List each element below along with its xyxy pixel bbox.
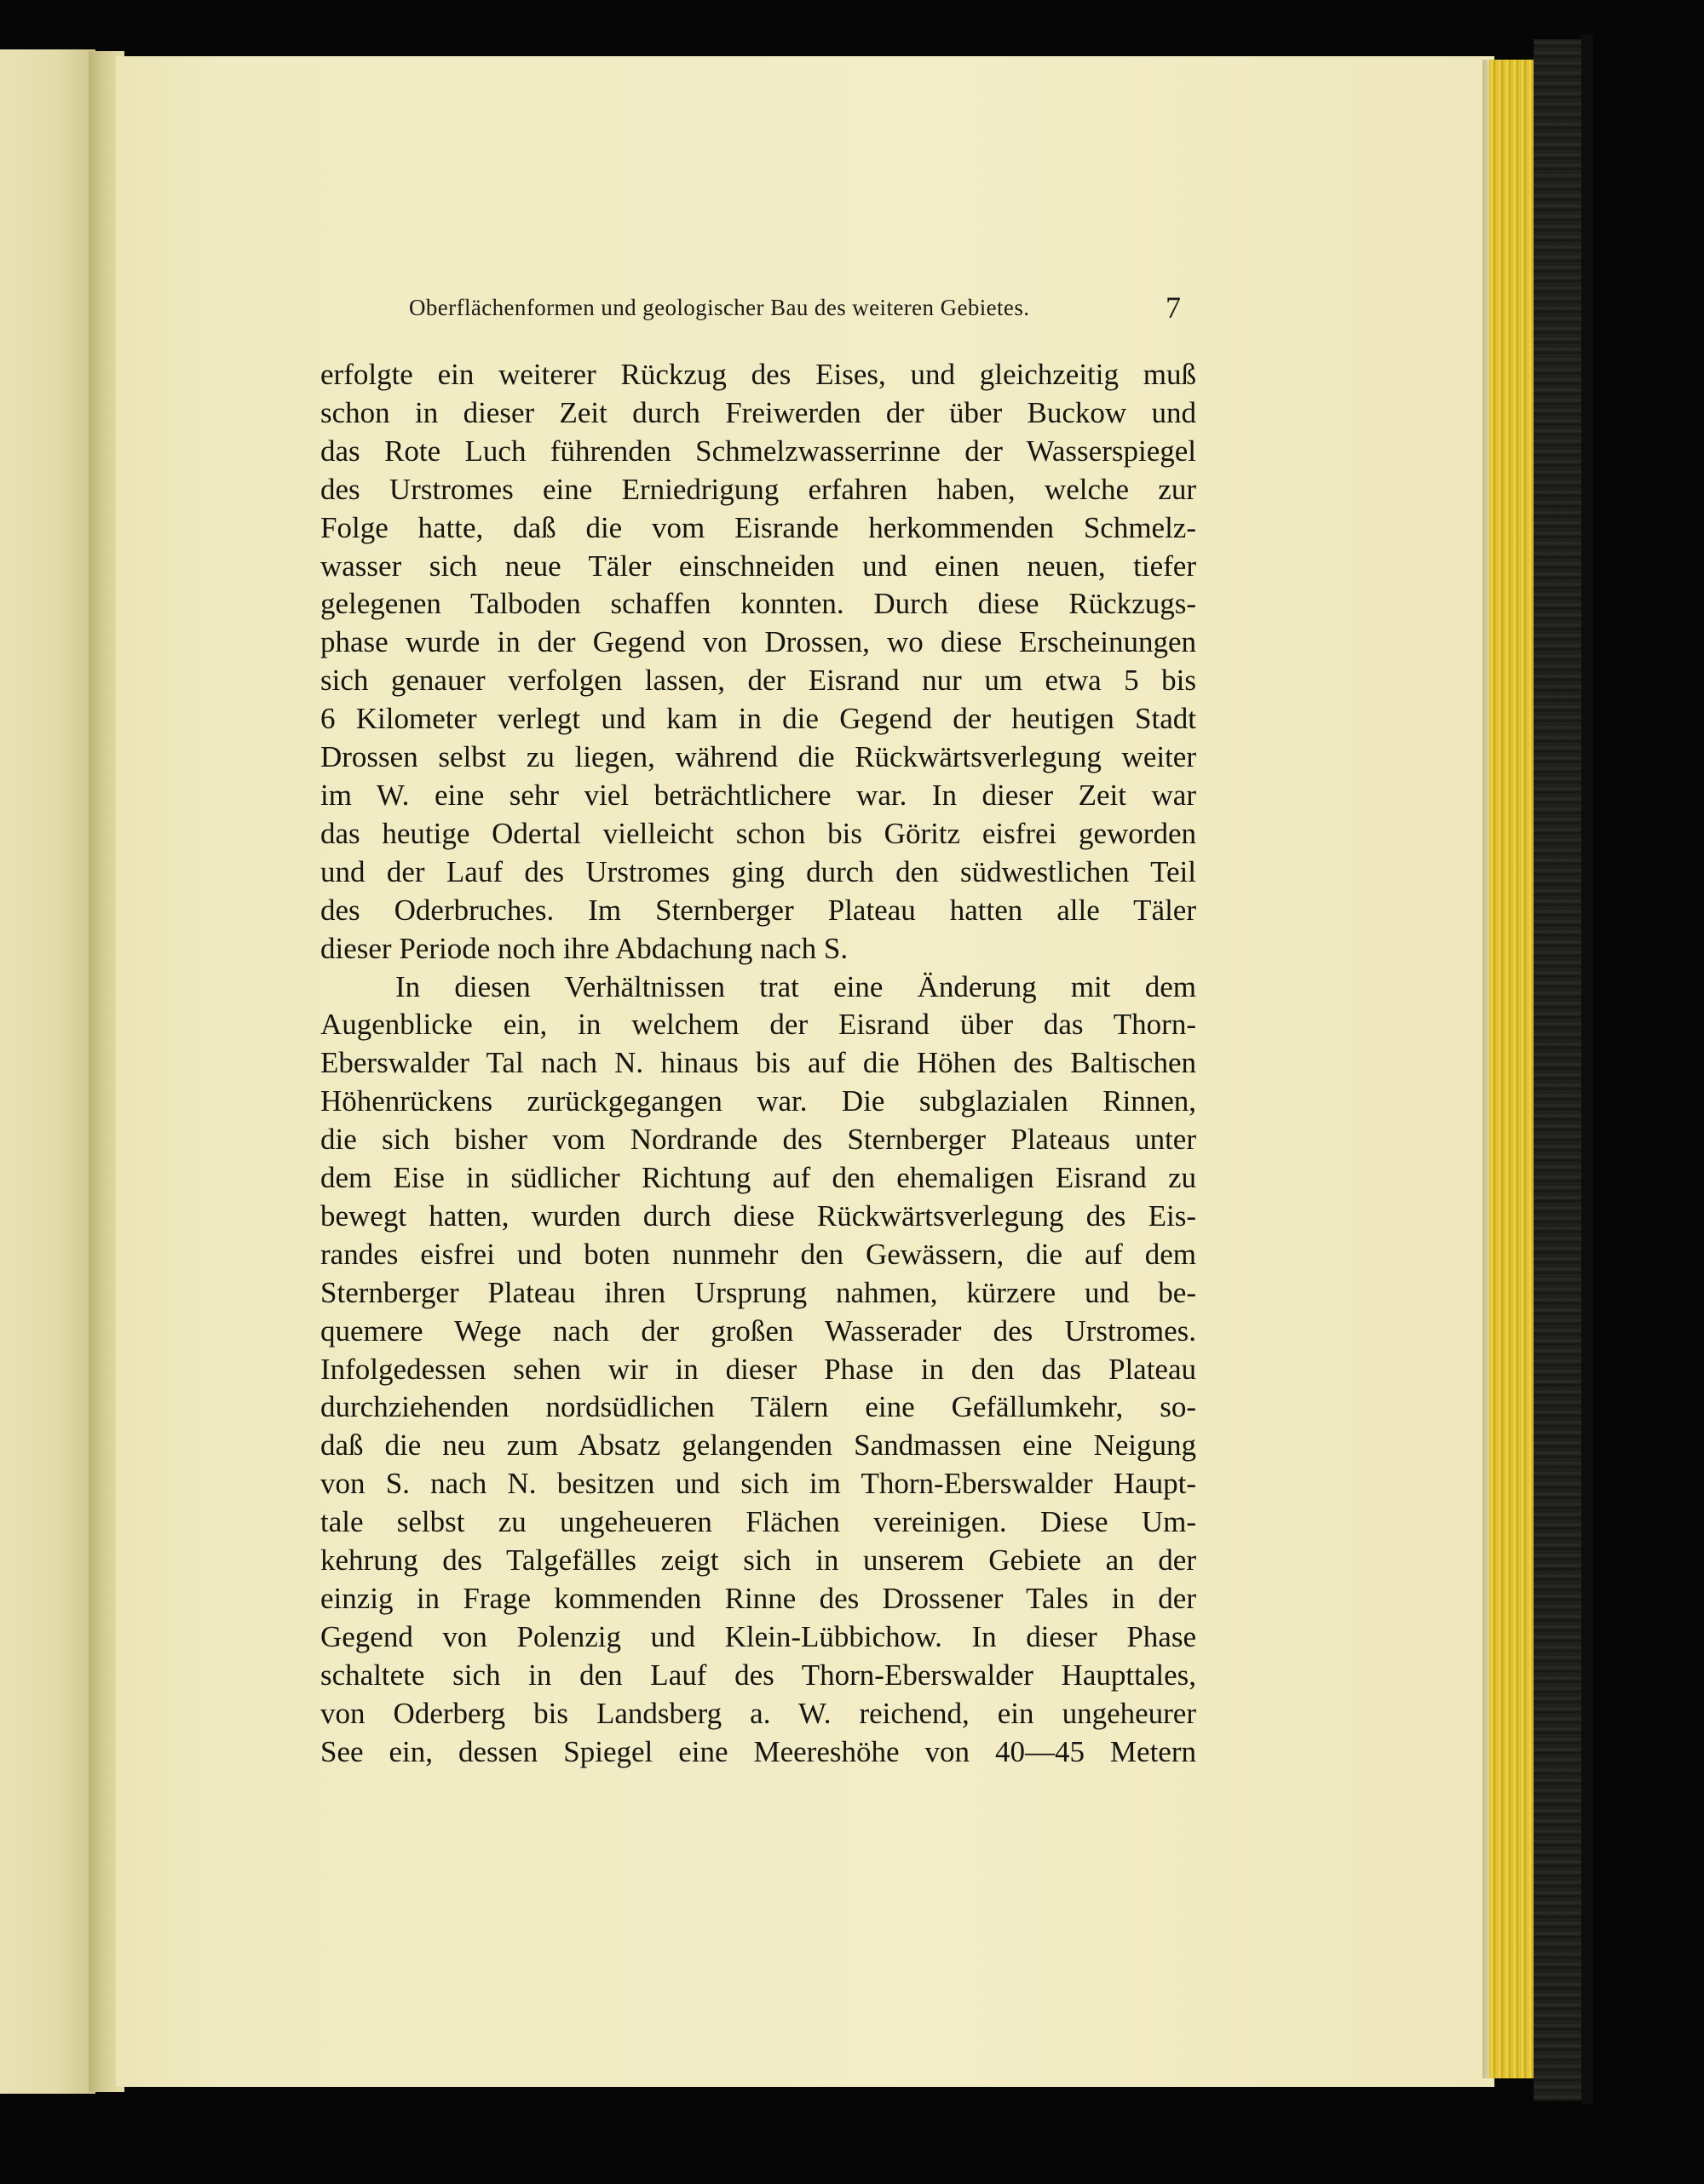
text-line: schon in dieser Zeit durch Freiwerden der über Buckow und <box>320 395 1196 429</box>
text-line: 6 Kilometer verlegt und kam in die Gegend der heutigen Stadt <box>320 702 1196 736</box>
text-line: gelegenen Talboden schaffen konnten. Durch diese Rückzugs- <box>320 587 1196 621</box>
text-line: Drossen selbst zu liegen, während die Rückwärtsverlegung weiter <box>320 740 1196 774</box>
text-line: einzig in Frage kommenden Rinne des Drossener Tales in der <box>320 1582 1196 1615</box>
body-text <box>320 356 1196 1772</box>
text-line: schaltete sich in den Lauf des Thorn-Eberswalder Haupttales, <box>320 1658 1196 1692</box>
text-line: erfolgte ein weiterer Rückzug des Eises, und gleichzeitig muß <box>320 358 1196 391</box>
text-line: Augenblicke ein, in welchem der Eisrand über das Thorn- <box>320 1008 1196 1042</box>
text-line: im W. eine sehr viel beträchtlichere war. In dieser Zeit war <box>320 778 1196 812</box>
text-line: Folge hatte, daß die vom Eisrande herkommenden Schmelz- <box>320 510 1196 544</box>
text-line: Eberswalder Tal nach N. hinaus bis auf die Höhen des Baltischen <box>320 1046 1196 1080</box>
paragraph-end-line: dieser Periode noch ihre Abdachung nach S. <box>320 931 849 965</box>
text-line: quemere Wege nach der großen Wasserader des Urstromes. <box>320 1313 1196 1348</box>
text-line: dem Eise in südlicher Richtung auf den ehemaligen Eisrand zu <box>320 1161 1196 1195</box>
text-line: See ein, dessen Spiegel eine Meereshöhe von 40—45 Metern <box>320 1734 1196 1768</box>
text-line: daß die neu zum Absatz gelangenden Sandmassen eine Neigung <box>320 1428 1196 1463</box>
text-line: von S. nach N. besitzen und sich im Thorn-Eberswalder Haupt- <box>320 1467 1196 1501</box>
text-line: sich genauer verfolgen lassen, der Eisrand nur um etwa 5 bis <box>320 664 1196 698</box>
text-line: tale selbst zu ungeheueren Flächen vereinigen. Diese Um- <box>320 1505 1196 1539</box>
text-line: Gegend von Polenzig und Klein-Lübbichow. In dieser Phase <box>320 1619 1196 1653</box>
page-number: 7 <box>1166 290 1181 325</box>
book-cover-board <box>1534 39 1581 2101</box>
text-line: kehrung des Talgefälles zeigt sich in unserem Gebiete an der <box>320 1543 1196 1578</box>
text-line: und der Lauf des Urstromes ging durch den südwestlichen Teil <box>320 854 1196 888</box>
text-line: das Rote Luch führenden Schmelzwasserrinne der Wasserspiegel <box>320 434 1196 468</box>
text-line: bewegt hatten, wurden durch diese Rückwärtsverlegung des Eis- <box>320 1198 1196 1233</box>
text-line: wasser sich neue Täler einschneiden und einen neuen, tiefer <box>320 549 1196 583</box>
paragraph-first-line: In diesen Verhältnissen trat eine Änderung mit dem <box>395 969 1196 1003</box>
text-line: von Oderberg bis Landsberg a. W. reichend, ein ungeheurer <box>320 1696 1196 1730</box>
book-cover-edge <box>1581 34 1593 2104</box>
previous-page-edge <box>0 49 95 2094</box>
text-line: durchziehenden nordsüdlichen Tälern eine Gefällumkehr, so- <box>320 1390 1196 1424</box>
text-line: Infolgedessen sehen wir in dieser Phase in den das Plateau <box>320 1352 1196 1386</box>
text-line: Sternberger Plateau ihren Ursprung nahmen, kürzere und be- <box>320 1275 1196 1309</box>
text-line: des Oderbruches. Im Sternberger Plateau hatten alle Täler <box>320 893 1196 927</box>
text-line: des Urstromes eine Erniedrigung erfahren haben, welche zur <box>320 472 1196 506</box>
text-line: randes eisfrei und boten nunmehr den Gewässern, die auf dem <box>320 1237 1196 1271</box>
page-block-edges <box>1489 60 1534 2078</box>
text-line: das heutige Odertal vielleicht schon bis Göritz eisfrei geworden <box>320 816 1196 850</box>
text-line: Höhenrückens zurückgegangen war. Die subglazialen Rinnen, <box>320 1084 1196 1118</box>
text-line: phase wurde in der Gegend von Drossen, wo diese Erscheinungen <box>320 625 1196 659</box>
text-line: die sich bisher vom Nordrande des Sternberger Plateaus unter <box>320 1123 1196 1157</box>
running-header: Oberflächenformen und geologischer Bau des weiteren Gebietes. <box>409 295 1030 320</box>
